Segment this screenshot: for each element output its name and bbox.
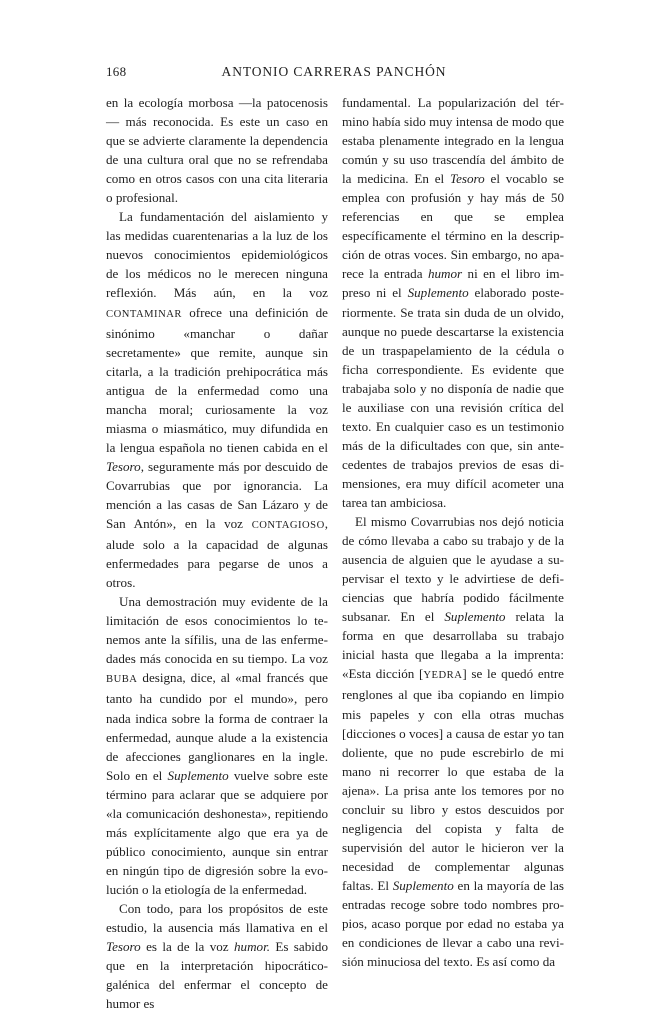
italic-term: humor.: [233, 939, 270, 955]
text-run: El mismo Covarrubias nos dejó noticia de cómo llevaba a cabo su trabajo y de la ausencia de alguien que le ayudase a supervisar el texto y le advirtiese de deficiencias que habría podido fácilmente subsanar. En el: [342, 514, 564, 625]
text-run: el vocablo se emplea con profusión y hay más de 50 referencias en que se emplea específicamente el término en la descripción de otras voces. Sin embargo, no aparece la entrada: [342, 171, 564, 282]
italic-term: humor: [427, 266, 463, 282]
text-run: designa, dice, al «mal francés que tanto ha cundido por el mundo», pero nada indica sobre la forma de contraer la enfermedad, aunque alude a la existencia de afecciones ganglionares en la ingle. Solo en el: [106, 670, 328, 783]
paragraph: [342, 93, 564, 512]
text-run: ofrece una definición de sinónimo «manchar o dañar secretamente» que remite, aunque sin citarla, a la tradición prehipocrática más antigua de la enfermedad como una mancha moral; curiosamente la voz miasma o miasmático, muy difundida en la lengua española no tienen cabida en el: [106, 304, 328, 455]
italic-title: Tesoro: [106, 458, 141, 474]
paragraph: [106, 899, 328, 1013]
italic-title: Suplemento: [407, 285, 469, 301]
text-run: Es sabido que en la interpretación hipocrático-galénica del enfermar el concepto de humor es: [106, 939, 328, 1012]
text-run: fundamental. La popularización del término había sido muy intensa de modo que estaba plenamente integrado en la lengua común y su uso trascendía del ámbito de la medicina. En el: [342, 95, 564, 187]
left-column: [106, 93, 328, 1013]
text-run: es la de la voz: [140, 939, 234, 955]
text-run: , alude solo a la capacidad de algunas enfermedades para pegarse de unos a otros.: [106, 516, 328, 591]
right-column: [342, 93, 564, 971]
text-run: Una demostración muy evidente de la limitación de esos conocimientos lo tenemos ante la sífilis, una de las enfermedades más conocida en su tiempo. La voz: [106, 594, 328, 667]
paragraph: [342, 512, 564, 971]
text-run: relata la forma en que desarrollaba su trabajo inicial hasta que llegaba a la imprenta: «Esta dicción [: [342, 609, 564, 682]
italic-title: Tesoro: [106, 939, 141, 955]
italic-title: Suplemento: [444, 609, 506, 625]
italic-title: Suplemento: [392, 877, 454, 893]
text-run: La fundamentación del aislamiento y las medidas cuarentenarias a la luz de los nuevos conocimientos epidemiológicos de los médicos no le merecen ninguna reflexión. Más aún, en la voz: [106, 209, 328, 301]
paragraph: [106, 207, 328, 592]
headword: CONTAGIOSO: [251, 520, 325, 532]
headword: YEDRA: [423, 670, 463, 682]
headword: CONTAMINAR: [106, 308, 182, 320]
text-run: Con todo, para los propósitos de este estudio, la ausencia más llamativa en el: [106, 900, 328, 936]
italic-title: Suplemento: [167, 767, 229, 783]
paragraph: [106, 592, 328, 899]
headword: BUBA: [106, 674, 138, 686]
text-run: en la ecología morbosa —la patocenosis— más reconocida. Es este un caso en que se advierte claramente la dependencia de una cultura oral que no se refrendaba como en otros casos con una cita literaria o profesional.: [106, 95, 328, 206]
page-number: 168: [106, 64, 127, 79]
italic-title: Tesoro: [450, 171, 485, 187]
text-run: vuelve sobre este término para aclarar que se adquiere por «la comunicación deshonesta», repitiendo más explícitamente algo que era ya de público conocimiento, aunque sin entrar en ningún tipo de digresión sobre la evolución o la etiología de la enfermedad.: [106, 767, 328, 897]
text-run: elaborado posteriormente. Se trata sin duda de un olvido, aunque no puede descartarse la existencia de un traspapelamiento de la cédula o ficha correspondiente. Es evidente que trabajaba solo y no disponía de nadie que le auxiliase con una revisión crítica del texto. En cualquier caso es un testimonio más de la dificultades con que, sin antecedentes de trabajos previos de esas dimensiones, era muy difícil acometer una tarea tan ambiciosa.: [342, 285, 564, 510]
text-run: ] se le quedó entre renglones al que iba copiando en limpio mis papeles y con ella otras muchas [dicciones o voces] a causa de estar yo tan doliente, que no pude escrebirlo de mi mano ni recorrer lo que estaba de la ajena». La prisa ante los temores por no concluir su libro y estos descuidos por negligencia del copista y falta de supervisión del autor le hicieron ver la necesidad de complementar algunas faltas. El: [342, 666, 564, 893]
running-head-author: ANTONIO CARRERAS PANCHÓN: [221, 64, 447, 79]
text-run: en la mayoría de las entradas recoge sobre todo nombres propios, acaso porque por edad no estaba ya en condiciones de llevar a cabo una revisión minuciosa del texto. Es así como da: [342, 877, 564, 970]
running-head: [106, 64, 562, 84]
paragraph: [106, 93, 328, 207]
text-run: ni en el libro impreso ni el: [342, 266, 564, 301]
text-run: , seguramente más por descuido de Covarrubias que por ignorancia. La mención a las casas de San Lázaro y de San Antón», en la voz: [106, 458, 328, 532]
